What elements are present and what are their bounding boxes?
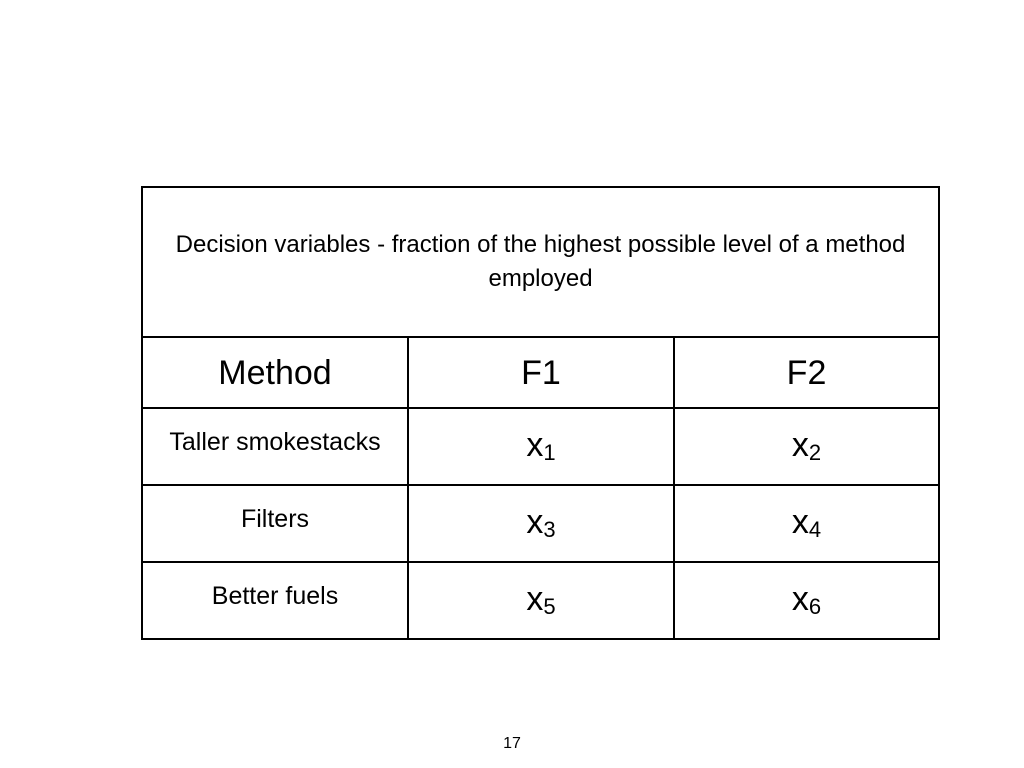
variable-cell — [408, 562, 674, 639]
variable-symbol: x — [526, 426, 544, 464]
table-row — [142, 408, 939, 485]
table-caption: Decision variables - fraction of the highest possible level of a method employed — [142, 187, 939, 337]
variable-subscript: 5 — [543, 594, 556, 619]
variable-symbol: x — [791, 580, 809, 618]
variable-cell — [408, 485, 674, 562]
header-f1: F1 — [408, 337, 674, 408]
method-name: Better fuels — [142, 562, 408, 639]
variable-subscript: 6 — [808, 594, 822, 619]
variable-cell — [674, 562, 939, 639]
variable-subscript: 2 — [808, 440, 822, 465]
variable-cell — [674, 408, 939, 485]
variable-subscript: 4 — [808, 517, 822, 542]
table-row — [142, 562, 939, 639]
table-header-row — [142, 337, 939, 408]
page-number: 17 — [503, 735, 521, 752]
variable-symbol: x — [791, 503, 809, 541]
variable-subscript: 1 — [543, 440, 556, 465]
variable-symbol: x — [526, 503, 544, 541]
decision-variables-table — [141, 186, 940, 640]
method-name: Taller smokestacks — [142, 408, 408, 485]
table-row — [142, 485, 939, 562]
variable-symbol: x — [526, 580, 544, 618]
method-name: Filters — [142, 485, 408, 562]
variable-cell — [408, 408, 674, 485]
header-f2: F2 — [674, 337, 939, 408]
variable-symbol: x — [791, 426, 809, 464]
variable-subscript: 3 — [543, 517, 556, 542]
variable-cell — [674, 485, 939, 562]
header-method: Method — [142, 337, 408, 408]
